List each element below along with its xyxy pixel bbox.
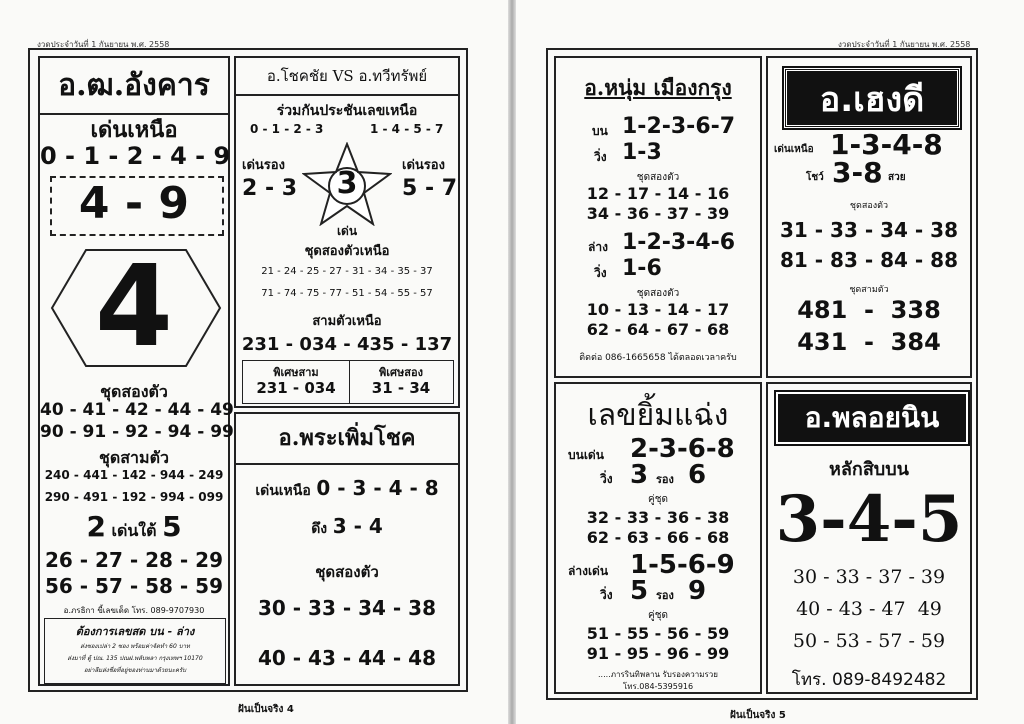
run-label: วิ่ง (594, 150, 607, 164)
second-digit: 6 (688, 460, 707, 490)
two-label: ชุดสองตัว (849, 201, 889, 211)
show-digits: 3-8 (832, 156, 883, 189)
bottom-row-2: 91 - 95 - 96 - 99 (586, 644, 730, 663)
row-3: 50 - 53 - 57 - 59 (792, 630, 946, 652)
lead-label: เด่นเหนือ (255, 483, 311, 499)
bottom-row-1: 10 - 13 - 14 - 17 (586, 300, 730, 319)
right-pair: 5 - 7 (402, 176, 458, 201)
panel-title: อ.พระเพิ่มโชค (236, 420, 458, 465)
run-digits: 1-3 (622, 140, 662, 165)
pair-label-1: ชุดสองตัว (636, 172, 680, 183)
top-row-1: 12 - 17 - 14 - 16 (586, 184, 730, 203)
three-digit-row-1: 240 - 441 - 142 - 944 - 249 (44, 468, 224, 482)
two-digit-row-1: 40 - 41 - 42 - 44 - 49 (40, 400, 234, 420)
panel-hengdee (766, 56, 972, 378)
south-label: เด่นใต้ (111, 521, 157, 540)
three-digit-row-2: 290 - 491 - 192 - 994 - 099 (44, 490, 224, 504)
lead-label: เด่นเหนือ (774, 144, 814, 155)
three-digit-label: สามตัวเหนือ (312, 314, 382, 329)
second2-digit: 9 (688, 576, 707, 606)
ad-title: ต้องการเลขสด บน - ล่าง (75, 625, 195, 638)
panel-title: อ.โชคชัย VS อ.ทวีทรัพย์ (236, 64, 458, 96)
two-row-1: 31 - 33 - 34 - 38 (779, 218, 958, 242)
panel-title: อ.เฮงดี (819, 80, 925, 120)
south-left-digit: 2 (86, 510, 106, 543)
top-row-2: 34 - 36 - 37 - 39 (586, 204, 730, 223)
two-digit-row-2: 90 - 91 - 92 - 94 - 99 (40, 422, 234, 442)
pull-line (236, 514, 458, 540)
special2-label: พิเศษสอง (379, 366, 423, 379)
panel-praphermchok (234, 412, 460, 686)
three-label: ชุดสามตัว (849, 285, 889, 295)
right-digits: 1 - 4 - 5 - 7 (370, 122, 444, 136)
pair-label-1: คู่ชุด (648, 494, 668, 505)
special-box (242, 360, 454, 404)
three-digit-row: 231 - 034 - 435 - 137 (241, 334, 453, 355)
subtitle: ร่วมกันประชันเลขเหนือ (276, 103, 418, 119)
pull-digits: 3 - 4 (332, 514, 383, 538)
south-row-1: 26 - 27 - 28 - 29 (44, 548, 223, 572)
run-label: วิ่ง (600, 472, 613, 486)
pair-label-2: ชุดสองตัว (636, 288, 680, 299)
show-suffix: สวย (888, 172, 906, 183)
lead-digits: 0 - 1 - 2 - 4 - 9 (40, 142, 231, 170)
panel-title: อ.ฒ.อังคาร (40, 62, 228, 115)
star-label: เด่น (336, 224, 358, 238)
row-2: 40 - 43 - 47 49 (796, 598, 942, 620)
contact-line: อ.ภรธิกา ขี้เลขเด็ด โทร. 089-9707930 (63, 606, 205, 615)
top-row-2: 62 - 63 - 66 - 68 (586, 528, 730, 547)
panel-ployanin (766, 382, 972, 694)
bottom-digits: 1-2-3-4-6 (622, 230, 736, 255)
special2-value: 31 - 34 (371, 379, 431, 397)
lead-line (236, 476, 458, 502)
lead-label: เด่นเหนือ (90, 118, 178, 143)
bottom-row-2: 62 - 64 - 67 - 68 (586, 320, 730, 339)
left-pair: 2 - 3 (242, 176, 298, 201)
bottom-row-1: 51 - 55 - 56 - 59 (586, 624, 730, 643)
two-digit-row-1: 21 - 24 - 25 - 27 - 31 - 34 - 35 - 37 (261, 266, 433, 277)
row-1: 30 - 33 - 37 - 39 (792, 566, 946, 588)
footer-right: ฝันเป็นจริง 5 (730, 710, 786, 721)
panel-title: อ.หนุ่ม เมืองกรุง (584, 75, 732, 100)
top-digits: 1-2-3-6-7 (622, 114, 736, 139)
sub-label-right: เด่นรอง (402, 158, 445, 173)
pair-label-2: คู่ชุด (648, 610, 668, 621)
panel-title: อ.พลอยนิน (804, 401, 940, 434)
special3-value: 231 - 034 (256, 379, 336, 397)
boxed-pair: 4 - 9 (78, 178, 190, 229)
top-row-1: 32 - 33 - 36 - 38 (586, 508, 730, 527)
run2-digits: 1-6 (622, 256, 662, 281)
panel-chokchai-vs (234, 56, 460, 408)
phone: โทร. 089-8492482 (791, 670, 947, 690)
ad-line-1: ส่งซองเปล่า 2 ซอง พร้อมค่าจัดทำ 60 บาท (80, 643, 190, 650)
two-digit-row-2: 71 - 74 - 75 - 77 - 51 - 54 - 55 - 57 (261, 288, 433, 299)
star-digit: 3 (336, 166, 358, 201)
pull-label: ดึง (311, 521, 328, 537)
row-1: 30 - 33 - 34 - 38 (257, 596, 436, 620)
lead-digits: 1-3-4-8 (830, 128, 943, 161)
top-label: บนเด่น (568, 448, 604, 462)
bottom-label: ล่าง (588, 240, 608, 254)
sub-label-left: เด่นรอง (242, 158, 285, 173)
three-digit-label: ชุดสามตัว (99, 448, 169, 467)
two-digit-label: ชุดสองตัว (100, 382, 168, 401)
ad-box (44, 618, 226, 684)
panel-chakangkarn (38, 56, 234, 686)
top-label: บน (592, 124, 608, 138)
spine-shadow (508, 0, 516, 724)
run2-label: วิ่ง (600, 588, 613, 602)
left-digits: 0 - 1 - 2 - 3 (250, 122, 324, 136)
contact-line: ติดต่อ 086-1665658 ได้ตลอดเวลาครับ (579, 353, 737, 363)
show-label: โชว์ (806, 172, 824, 183)
three-row-2: 431 - 384 (797, 328, 941, 356)
top-digits: 2-3-6-8 (630, 434, 735, 464)
second-label: รอง (656, 473, 674, 486)
second2-label: รอง (656, 589, 674, 602)
subtitle: หลักสิบบน (829, 459, 909, 480)
special3-label: พิเศษสาม (273, 366, 319, 379)
hex-digit: 4 (95, 242, 173, 372)
bottom-digits: 1-5-6-9 (630, 550, 735, 580)
contact-line-1: .....ภารรินทิพลาน รับรองความรวย (598, 670, 718, 679)
footer-left: ฝันเป็นจริง 4 (238, 704, 294, 715)
two-digit-label: ชุดสองตัว (315, 563, 379, 581)
big-digits: 3-4-5 (775, 482, 963, 557)
header-date-right: งวดประจำวันที่ 1 กันยายน พ.ศ. 2558 (838, 40, 971, 49)
two-digit-label: ชุดสองตัวเหนือ (304, 244, 390, 259)
run-digit: 3 (630, 460, 649, 490)
row-2: 40 - 43 - 44 - 48 (257, 646, 436, 670)
run2-digit: 5 (630, 576, 649, 606)
ad-line-2: ส่งมาที่ ตู้ ปณ. 135 ปณฝ.พลับพลา กรุงเทพฯ 10170 (67, 655, 203, 662)
bottom-label: ล่างเด่น (568, 564, 609, 578)
three-row-1: 481 - 338 (797, 296, 941, 324)
panel-num-muangkrung (554, 56, 762, 378)
panel-title: เลขยิ้มแฉ่ง (587, 398, 729, 433)
panel-lekyimchaeng (554, 382, 762, 694)
south-line (40, 510, 228, 544)
lead-digits: 0 - 3 - 4 - 8 (316, 476, 439, 500)
ad-line-3: อย่าลืมส่งชื่อที่อยู่ของท่านมาด้วยนะครับ (84, 667, 186, 674)
run2-label: วิ่ง (594, 266, 607, 280)
two-row-2: 81 - 83 - 84 - 88 (779, 248, 958, 272)
header-date-left: งวดประจำวันที่ 1 กันยายน พ.ศ. 2558 (37, 40, 170, 49)
south-right-digit: 5 (162, 510, 182, 543)
south-row-2: 56 - 57 - 58 - 59 (44, 574, 223, 598)
contact-line-2: โทร.084-5395916 (622, 682, 694, 691)
